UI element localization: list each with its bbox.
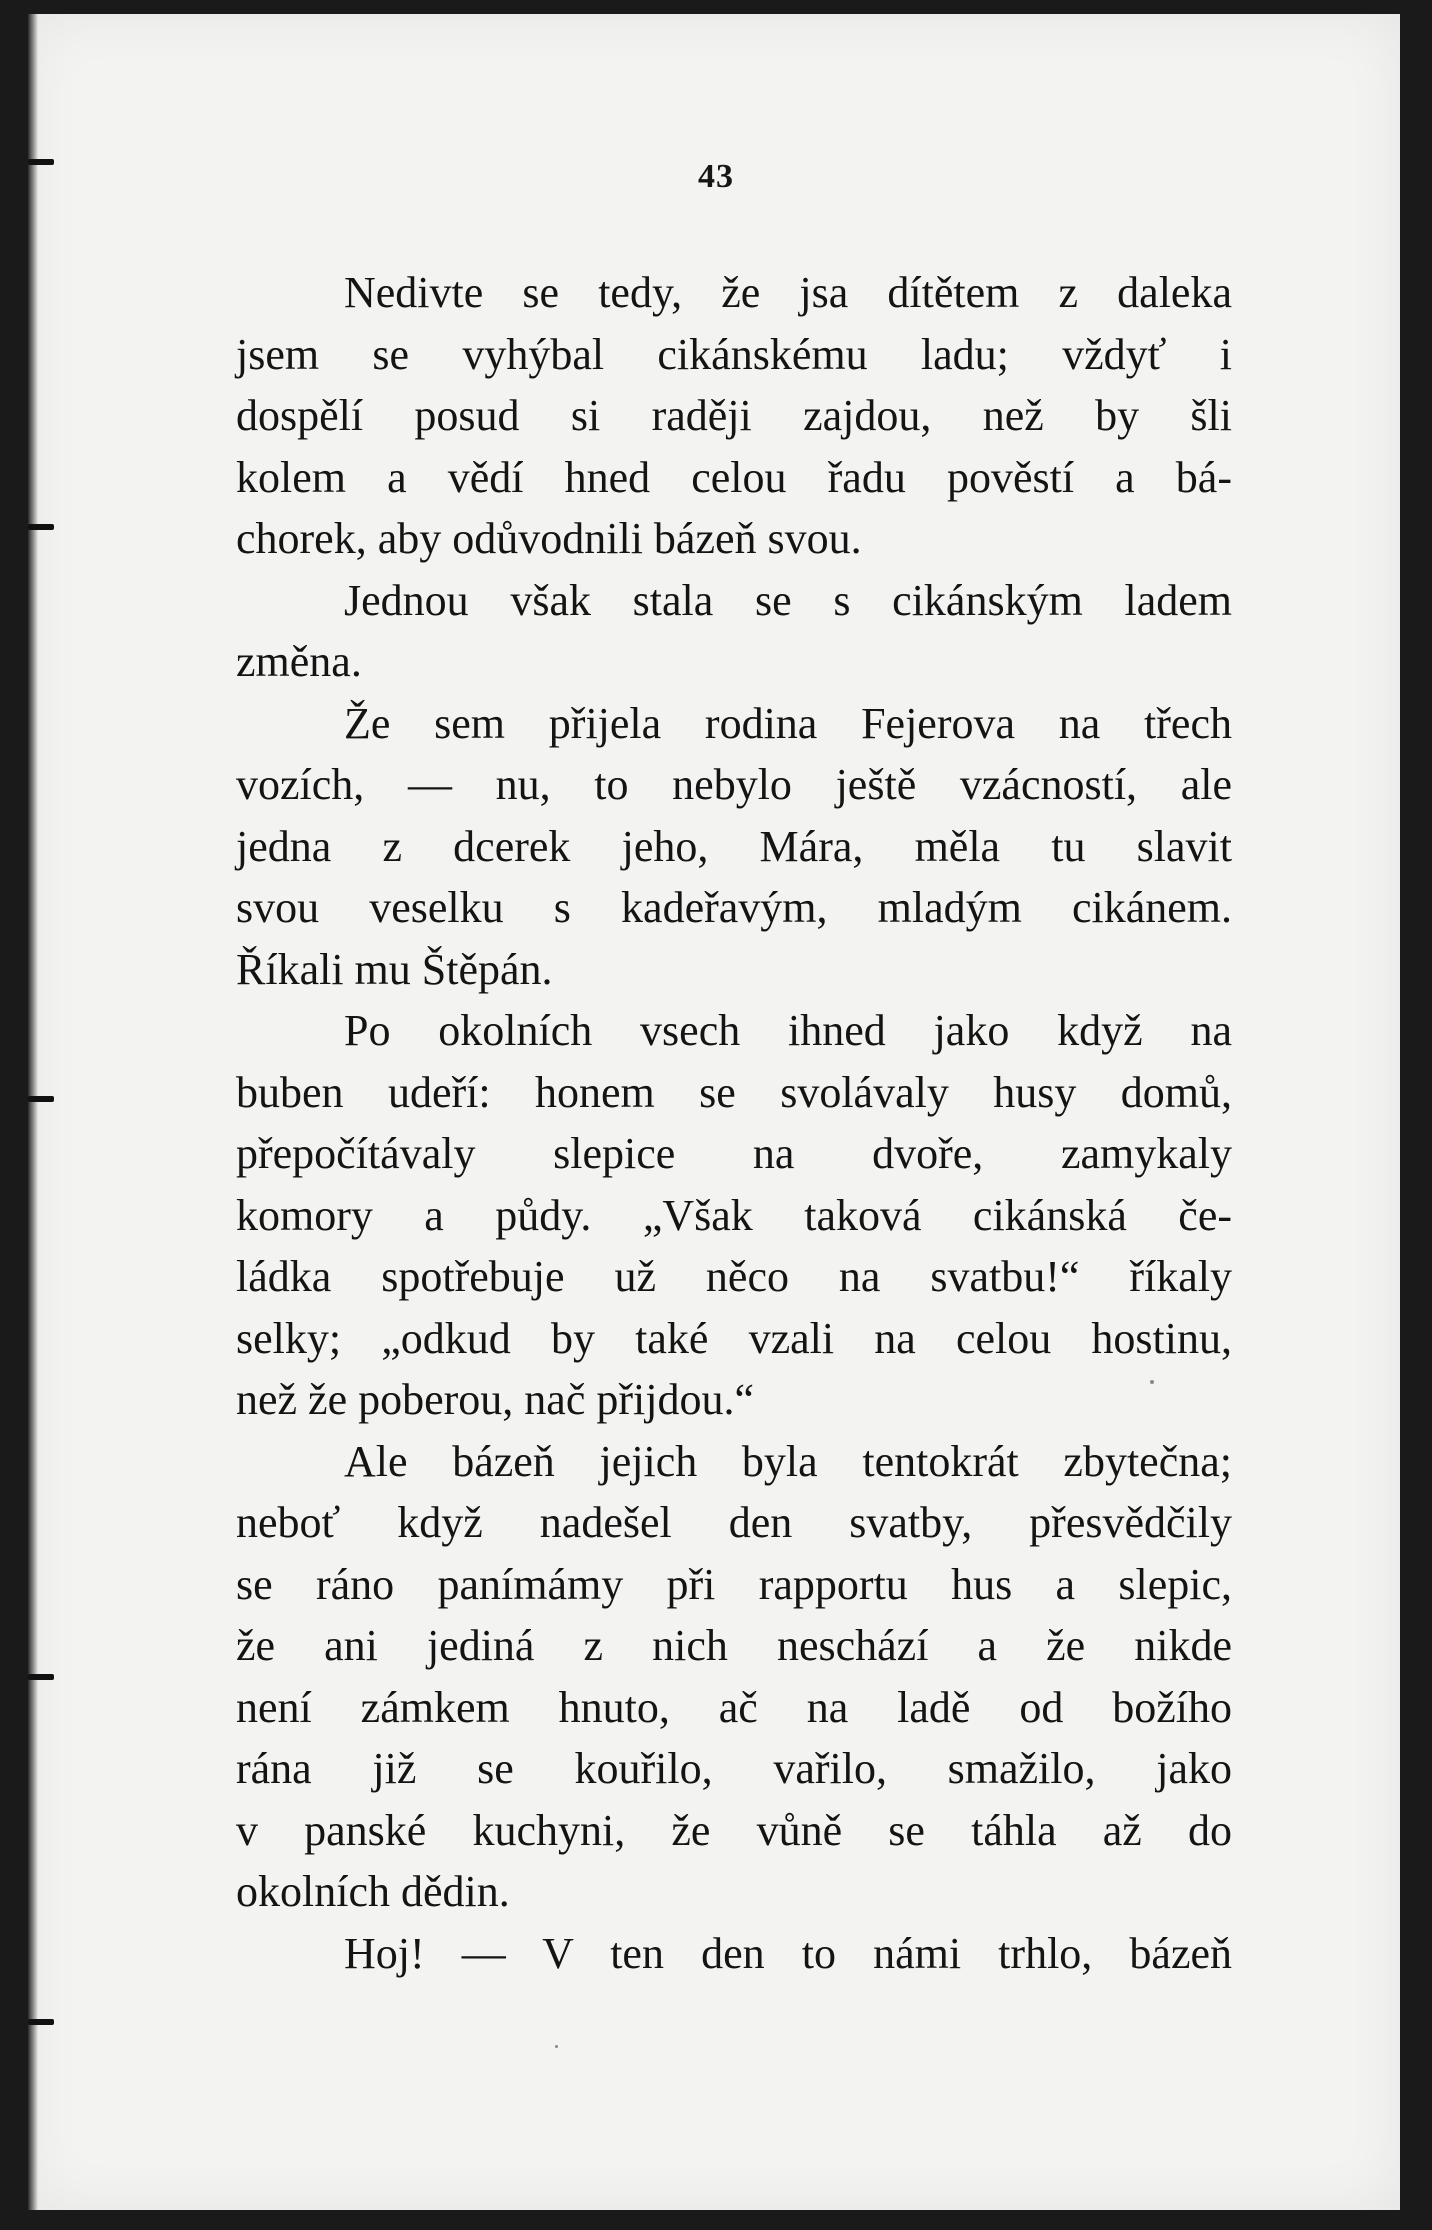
- text-line: přepočítávaly slepice na dvoře, zamykaly: [236, 1129, 1232, 1178]
- text-line: chorek, aby odůvodnili bázeň svou.: [236, 514, 862, 563]
- text-line: není zámkem hnuto, ač na ladě od božího: [236, 1682, 1232, 1732]
- page-number: 43: [698, 158, 734, 195]
- text-line: buben udeří: honem se svolávaly husy domů,: [236, 1067, 1232, 1117]
- text-line: změna.: [236, 637, 362, 686]
- text-line: Hoj! — V ten den to námi trhlo, bázeň: [344, 1928, 1232, 1978]
- text-line: se ráno panímámy při rapportu hus a slepic,: [236, 1559, 1232, 1609]
- text-line: jsem se vyhýbal cikánskému ladu; vždyť i: [236, 329, 1232, 379]
- text-line: Ale bázeň jejich byla tentokrát zbytečna;: [344, 1436, 1232, 1486]
- paper-speck: [555, 2045, 558, 2048]
- text-line: Že sem přijela rodina Fejerova na třech: [344, 698, 1232, 748]
- text-line: Po okolních vsech ihned jako když na: [344, 1006, 1232, 1055]
- text-line: komory a půdy. „Však taková cikánská če-: [236, 1190, 1232, 1240]
- text-line: že ani jediná z nich neschází a že nikde: [236, 1621, 1232, 1670]
- page-binding-edge: [28, 14, 38, 2210]
- text-line: jedna z dcerek jeho, Mára, měla tu slavit: [236, 821, 1232, 871]
- text-line: selky; „odkud by také vzali na celou hostinu,: [236, 1313, 1232, 1363]
- text-line: neboť když nadešel den svatby, přesvědčily: [236, 1498, 1232, 1547]
- text-line: dospělí posud si raději zajdou, než by šli: [236, 391, 1232, 440]
- text-line: Nedivte se tedy, že jsa dítětem z daleka: [344, 268, 1232, 317]
- binding-thread-mark: [28, 2019, 54, 2025]
- text-line: Jednou však stala se s cikánským ladem: [344, 575, 1232, 625]
- text-line: svou veselku s kadeřavým, mladým cikánem.: [236, 883, 1232, 932]
- binding-thread-mark: [28, 1096, 54, 1102]
- text-line: než že poberou, nač přijdou.“: [236, 1375, 754, 1424]
- body-text: [236, 262, 1232, 1984]
- text-line: kolem a vědí hned celou řadu pověstí a bá-: [236, 452, 1232, 502]
- binding-thread-mark: [28, 1674, 54, 1680]
- text-line: rána již se kouřilo, vařilo, smažilo, jako: [236, 1744, 1232, 1793]
- text-line: v panské kuchyni, že vůně se táhla až do: [236, 1805, 1232, 1855]
- binding-thread-mark: [28, 524, 54, 530]
- text-line: ládka spotřebuje už něco na svatbu!“ říkaly: [236, 1252, 1232, 1301]
- text-line: vozích, — nu, to nebylo ještě vzácností, ale: [236, 760, 1232, 809]
- text-line: Říkali mu Štěpán.: [236, 944, 553, 994]
- text-line: okolních dědin.: [236, 1867, 510, 1916]
